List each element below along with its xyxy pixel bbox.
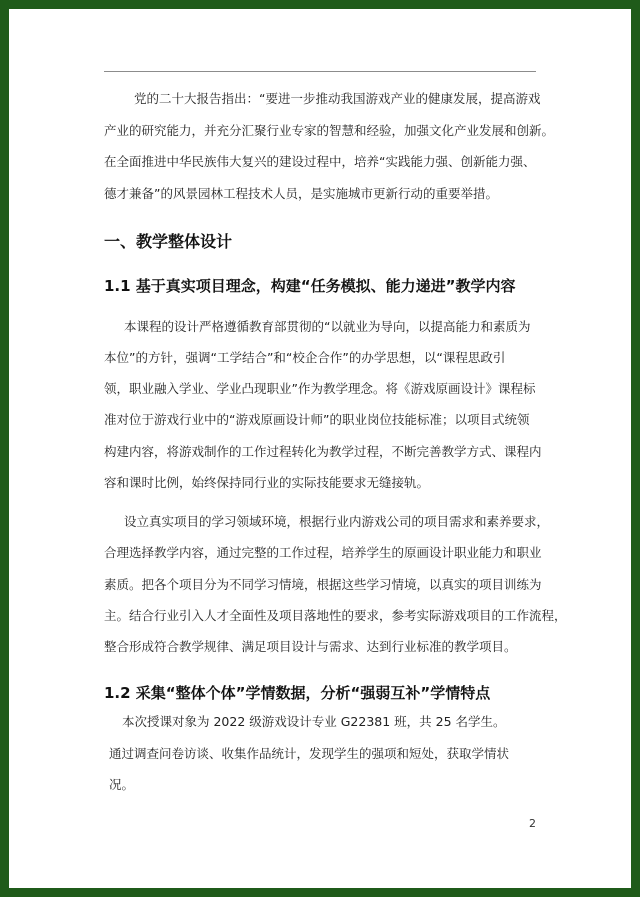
- p2-line-5: 整合形成符合教学规律、满足项目设计与需求、达到行业标准的教学项目。: [104, 639, 517, 654]
- subheading-1-2: 1.2 采集“整体个体”学情数据，分析“强弱互补”学情特点: [104, 684, 491, 702]
- p1-line-6: 容和课时比例，始终保持同行业的实际技能要求无缝接轨。: [104, 475, 430, 490]
- p3-line-3: 况。: [109, 777, 135, 792]
- p1-line-5: 构建内容，将游戏制作的工作过程转化为教学过程，不断完善教学方式、课程内: [104, 444, 542, 459]
- header-rule: [104, 71, 536, 72]
- p2-line-2: 合理选择教学内容，通过完整的工作过程，培养学生的原画设计职业能力和职业: [104, 545, 542, 560]
- p1-line-3: 领，职业融入学业、学业凸现职业”作为教学理念。将《游戏原画设计》课程标: [104, 381, 536, 396]
- p2-line-4: 主。结合行业引入人才全面性及项目落地性的要求，参考实际游戏项目的工作流程，: [104, 608, 567, 623]
- intro-line-2: 产业的研究能力，并充分汇聚行业专家的智慧和经验，加强文化产业发展和创新。: [104, 123, 555, 138]
- section-heading: 一、教学整体设计: [104, 232, 233, 251]
- intro-line-4: 德才兼备”的风景园林工程技术人员，是实施城市更新行动的重要举措。: [104, 186, 498, 201]
- p1-line-2: 本位”的方针，强调“工学结合”和“校企合作”的办学思想，以“课程思政引: [104, 350, 506, 365]
- p2-line-3: 素质。把各个项目分为不同学习情境，根据这些学习情境，以真实的项目训练为: [104, 577, 542, 592]
- p1-line-4: 准对位于游戏行业中的“游戏原画设计师”的职业岗位技能标准；以项目式统领: [104, 412, 530, 427]
- p3-line-1: 本次授课对象为 2022 级游戏设计专业 G22381 班，共 25 名学生。: [122, 714, 506, 729]
- subheading-1-1: 1.1 基于真实项目理念，构建“任务模拟、能力递进”教学内容: [104, 277, 516, 295]
- intro-line-3: 在全面推进中华民族伟大复兴的建设过程中，培养“实践能力强、创新能力强、: [104, 154, 536, 169]
- p3-line-2: 通过调查问卷访谈、收集作品统计，发现学生的强项和短处，获取学情状: [109, 746, 510, 761]
- p1-line-1: 本课程的设计严格遵循教育部贯彻的“以就业为导向，以提高能力和素质为: [124, 319, 531, 334]
- page-number: 2: [529, 817, 536, 830]
- intro-line-1: 党的二十大报告指出：“要进一步推动我国游戏产业的健康发展，提高游戏: [134, 91, 541, 106]
- p2-line-1: 设立真实项目的学习领域环境，根据行业内游戏公司的项目需求和素养要求，: [124, 514, 550, 529]
